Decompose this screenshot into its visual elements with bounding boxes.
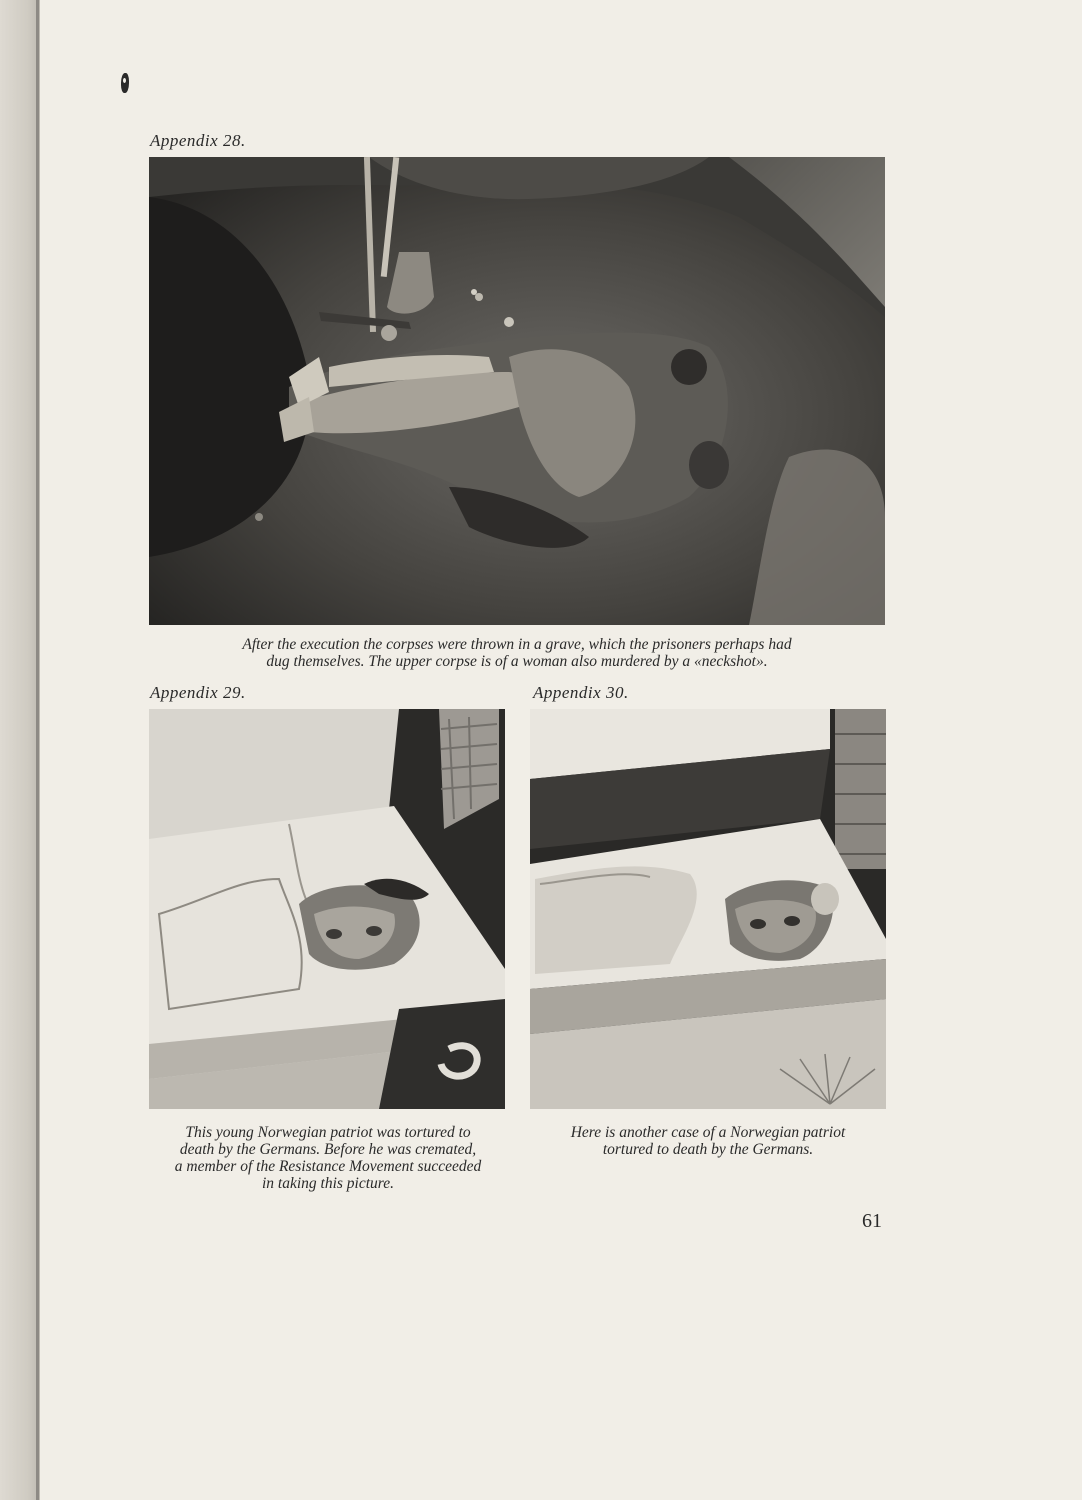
appendix-28-caption [150, 636, 884, 670]
caption-line: Here is another case of a Norwegian patriot [570, 1124, 846, 1141]
caption-line: in taking this picture. [261, 1175, 395, 1192]
appendix-28-photo [149, 157, 885, 625]
caption-line: tortured to death by the Germans. [602, 1141, 814, 1158]
appendix-30-caption [530, 1124, 886, 1158]
coffin-photo-icon [530, 709, 886, 1109]
appendix-29-photo [149, 709, 505, 1109]
coffin-photo-icon [149, 709, 505, 1109]
punch-mark [121, 73, 129, 93]
appendix-30-label: Appendix 30. [533, 683, 629, 702]
appendix-30-photo [530, 709, 886, 1109]
grave-photo-icon [149, 157, 885, 625]
appendix-28-label: Appendix 28. [150, 131, 246, 150]
caption-line: a member of the Resistance Movement succeeded [174, 1158, 482, 1175]
caption-line: dug themselves. The upper corpse is of a woman also murdered by a «neckshot». [266, 653, 768, 670]
caption-line: death by the Germans. Before he was cremated, [179, 1141, 477, 1158]
caption-line: This young Norwegian patriot was tortured to [185, 1124, 471, 1141]
caption-line: After the execution the corpses were thrown in a grave, which the prisoners perhaps had [242, 636, 792, 653]
appendix-29-label: Appendix 29. [150, 683, 246, 702]
appendix-29-caption [150, 1124, 506, 1192]
book-binding [0, 0, 40, 1500]
page-number: 61 [862, 1210, 882, 1232]
binding-edge [36, 0, 39, 1500]
